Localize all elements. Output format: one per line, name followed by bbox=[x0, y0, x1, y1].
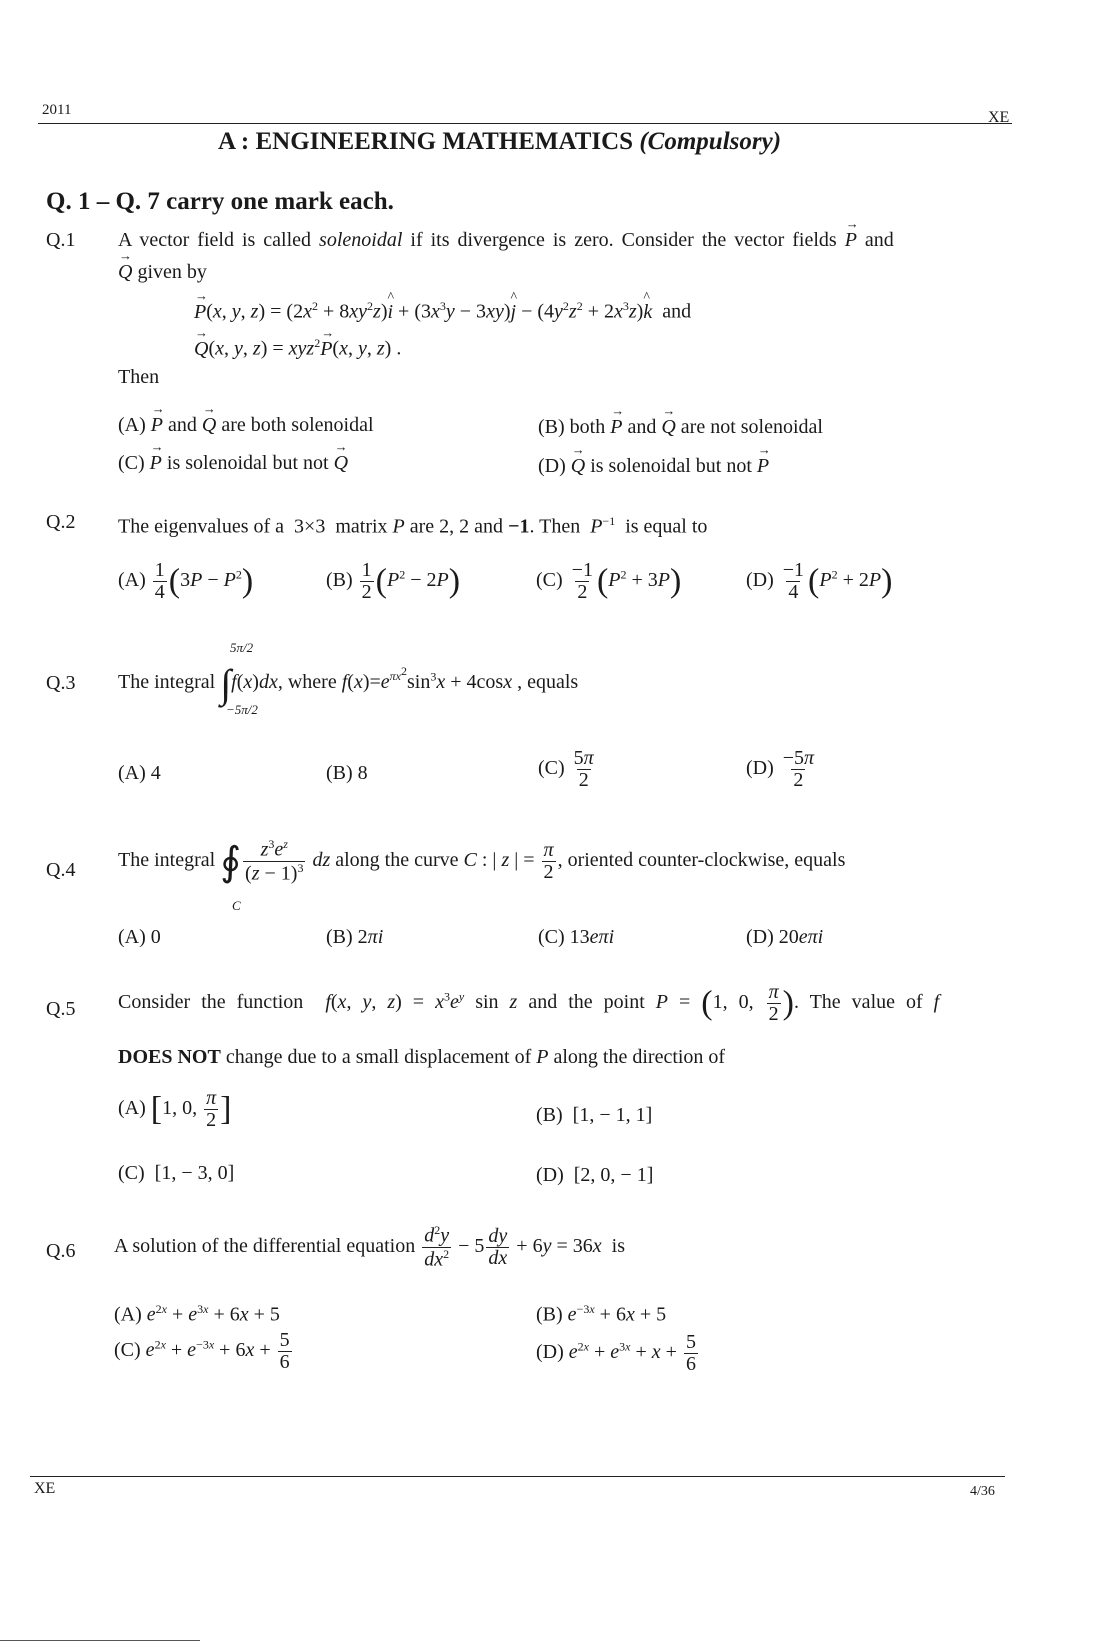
q4-option-d[interactable]: (D) 20eπi bbox=[746, 926, 824, 948]
q1-then: Then bbox=[118, 366, 160, 388]
footer-rule bbox=[30, 1476, 1005, 1477]
year-label: 2011 bbox=[42, 102, 72, 118]
q5-option-d[interactable]: (D) [2, 0, − 1] bbox=[536, 1164, 654, 1186]
paper-code: XE bbox=[988, 109, 1010, 126]
q5-number: Q.5 bbox=[46, 998, 76, 1020]
q3-text: The integral ∫f(x)dx, where $f(x)=e^{\pi x^2}\sin^3x + 4\cos x$ , equals bbox=[118, 661, 579, 706]
q6-text: A solution of the differential equation $\frac{d^2y}{dx^2}$ − 5 $\frac{dy}{dx}$ + 6y = 36x is bbox=[114, 1223, 625, 1271]
section-note: (Compulsory) bbox=[639, 128, 782, 155]
q5-option-c[interactable]: (C) [1, − 3, 0] bbox=[118, 1162, 235, 1184]
q4-option-c[interactable]: (C) 13eπi bbox=[538, 926, 615, 948]
q1-option-a[interactable]: (A) → P and → Q are both solenoidal bbox=[118, 414, 374, 437]
q4-text: The integral ∮ $\frac{z^3e^z}{(z - 1)^3}$ dz along the curve C : | z | = $\frac{\pi}{2}$ , oriented counter-clockwise, equals bbox=[118, 837, 846, 885]
footer-page: 4/36 bbox=[970, 1484, 995, 1499]
q2-text: The eigenvalues of a 3×3 matrix P are 2, 2 and −1. Then $P^{-1}$ is equal to bbox=[118, 514, 708, 538]
q1-eq-q: → Q(x, y, z) = xyz$^2$→ P(x, y, z) . bbox=[194, 336, 401, 361]
q6-option-d[interactable]: (D) $e^{2x} + e^{3x} + x$ + $\frac{5}{6}$ bbox=[536, 1331, 696, 1375]
q2-number: Q.2 bbox=[46, 511, 76, 533]
q6-number: Q.6 bbox=[46, 1240, 76, 1262]
marks-heading: Q. 1 – Q. 7 carry one mark each. bbox=[46, 188, 394, 215]
q4-option-b[interactable]: (B) 2πi bbox=[326, 926, 384, 948]
q3-option-b[interactable]: (B) 8 bbox=[326, 762, 368, 784]
q1-line1: A vector field is called solenoidal if its divergence is zero. Consider the vector fields → P and bbox=[118, 229, 894, 252]
q3-upper-limit: 5π/2 bbox=[230, 640, 254, 655]
q6-option-b[interactable]: (B) $e^{-3x} + 6x + 5$ bbox=[536, 1302, 667, 1326]
q4-number: Q.4 bbox=[46, 859, 76, 881]
q2-option-a[interactable]: (A) $\frac{1}{4}$ $(3P - P^2)$ bbox=[118, 559, 254, 603]
q5-option-a[interactable]: (A) [1, 0, $\frac{\pi}{2}$ ] bbox=[118, 1087, 232, 1131]
q4-contour-label: C bbox=[232, 898, 241, 913]
q3-option-c[interactable]: (C) $\frac{5\pi}{2}$ bbox=[538, 747, 594, 791]
q4-option-a[interactable]: (A) 0 bbox=[118, 926, 161, 948]
q5-line1: Consider the function f(x, y, $z) = x^3e^y$ sin z and the point P = (1, 0, $\frac{\pi}{2}$ ). The value of f bbox=[118, 981, 940, 1025]
q5-option-b[interactable]: (B) [1, − 1, 1] bbox=[536, 1104, 653, 1126]
q3-lower-limit: −5π/2 bbox=[226, 702, 258, 717]
q2-option-b[interactable]: (B) $\frac{1}{2}$ $(P^2 - 2P)$ bbox=[326, 559, 461, 603]
q1-option-c[interactable]: (C) → P is solenoidal but not → Q bbox=[118, 452, 348, 475]
q5-line2: DOES NOT change due to a small displacement of P along the direction of bbox=[118, 1046, 726, 1068]
q2-option-d[interactable]: (D) $\frac{-1}{4}$ $(P^2 + 2P)$ bbox=[746, 559, 893, 603]
footer-code: XE bbox=[34, 1480, 56, 1497]
section-title-text: A : ENGINEERING MATHEMATICS bbox=[218, 128, 634, 155]
q1-option-b[interactable]: (B) both → P and → Q are not solenoidal bbox=[538, 416, 823, 439]
q6-option-a[interactable]: (A) $e^{2x} + e^{3x} + 6x + 5$ bbox=[114, 1302, 280, 1326]
q1-eq-p: → P(x, y, $z) = (2x^2$ + $8xy^2z)\^{}$ $i + (3x^3y$ − 3xy)^ $j - (4y^2z^2$ + $2x^3z)\^{}$ k and bbox=[194, 299, 691, 324]
q2-option-c[interactable]: (C) $\frac{-1}{2}$ $(P^2 + 3P)$ bbox=[536, 559, 682, 603]
q1-number: Q.1 bbox=[46, 229, 76, 251]
q1-line2: → Q given by bbox=[118, 261, 207, 284]
q6-option-c[interactable]: (C) $e^{2x} + e^{-3x} + 6x$ + $\frac{5}{6}$ bbox=[114, 1329, 290, 1373]
section-title bbox=[218, 128, 781, 156]
header-rule bbox=[38, 123, 1012, 124]
q3-option-a[interactable]: (A) 4 bbox=[118, 762, 161, 784]
q1-option-d[interactable]: (D) → Q is solenoidal but not → P bbox=[538, 455, 769, 478]
scan-edge-line bbox=[0, 1640, 200, 1641]
q3-option-d[interactable]: (D) $\frac{-5\pi}{2}$ bbox=[746, 747, 815, 791]
q3-number: Q.3 bbox=[46, 672, 76, 694]
